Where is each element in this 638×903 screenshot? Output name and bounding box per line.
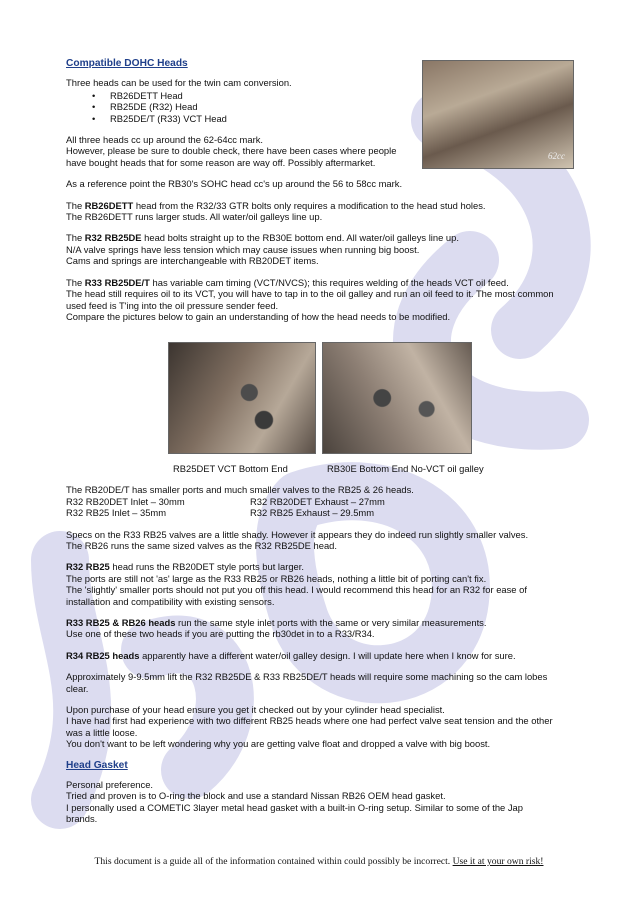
bold-term: R34 RB25 heads (66, 649, 140, 661)
valve-spec: R32 RB20DET Inlet – 30mm (66, 495, 185, 507)
list-item: • RB26DETT Head (110, 90, 556, 101)
text: The (66, 276, 85, 288)
text: head bolts straight up to the RB30E bottom end. All water/oil galleys line up. (141, 232, 459, 244)
footer-text: This document is a guide all of the information contained within could possibly be incorrect. (94, 856, 453, 867)
valve-spec: R32 RB25 Inlet – 35mm (66, 507, 167, 519)
footer-disclaimer: Use it at your own risk! (452, 856, 544, 867)
text: Upon purchase of your head ensure you get it checked out by your cylinder head specialist. (66, 704, 445, 715)
text: The RB20DE/T has smaller ports and much smaller valves to the RB25 & 26 heads. (66, 484, 414, 496)
gasket-paragraph (66, 779, 556, 825)
text: has variable cam timing (VCT/NVCS); this requires welding of the heads VCT oil feed. (149, 276, 509, 288)
cc-line: All three heads cc up around the 62-64cc mark. (66, 134, 263, 146)
text: Tried and proven is to O-ring the block and use a standard Nissan RB26 OEM head gasket. (66, 790, 446, 802)
head-list (66, 90, 556, 124)
text: You don't want to be left wondering why you are getting valve float and dropped a valve with big boost. (66, 738, 491, 750)
text: The RB26 runs the same sized valves as the R32 RB25DE head. (66, 539, 337, 551)
intro-text: Three heads can be used for the twin cam conversion. (66, 77, 292, 89)
text: head runs the RB20DET style ports but larger. (109, 561, 304, 573)
bold-term: R32 RB25DE (84, 232, 142, 244)
r32-rb25-paragraph (66, 561, 556, 607)
specs-paragraph (66, 529, 556, 552)
list-item: • RB25DE (R32) Head (110, 101, 556, 112)
cc-paragraph (66, 134, 556, 168)
text: The head still requires oil to its VCT, you will have to tap in to the oil galley and run an oil feed to it. The most common used feed is T'ing into the oil pressure sender feed. (66, 288, 554, 311)
bold-term: RB26DETT (84, 199, 134, 211)
lift-paragraph: Approximately 9-9.5mm lift the R32 RB25DE & R33 RB25DE/T heads will require some machining so the cam lobes clear. (66, 671, 548, 694)
text: The (66, 232, 85, 244)
text: The (66, 199, 85, 211)
valve-spec: R32 RB25 Exhaust – 29.5mm (250, 507, 375, 519)
text: Cams and springs are interchangeable with RB20DET items. (66, 255, 319, 267)
text: I have had first had experience with two different RB25 heads where one had perfect valve seat tension and the other was a little loose. (66, 715, 553, 738)
rb20-paragraph (66, 484, 556, 518)
photo-engraving: 62cc (548, 150, 565, 161)
document-body (66, 58, 556, 835)
bold-term: R32 RB25 (66, 561, 110, 573)
r33-paragraph (66, 277, 556, 323)
bold-term: R33 RB25 & RB26 heads (66, 616, 176, 628)
r34-paragraph (66, 650, 556, 661)
text: run the same style inlet ports with the same or very similar measurements. (175, 616, 487, 628)
reference-paragraph: As a reference point the RB30's SOHC head cc's up around the 56 to 58cc mark. (66, 178, 403, 190)
list-item: • RB25DE/T (R33) VCT Head (110, 113, 556, 124)
text: I personally used a COMETIC 3layer metal head gasket with a built-in O-ring setup. Similar to some of the Jap brands. (66, 801, 523, 825)
text: The ports are still not 'as' large as the R33 RB25 or RB26 heads, nothing a little bit of porting can't fix. (66, 572, 487, 584)
text: Compare the pictures below to gain an understanding of how the head needs to be modified. (66, 310, 451, 322)
bold-term: R33 RB25DE/T (84, 276, 150, 288)
r32-paragraph (66, 232, 556, 266)
text: head from the R32/33 GTR bolts only requires a modification to the head stud holes. (133, 199, 486, 211)
valve-row (66, 496, 556, 507)
text: apparently have a different water/oil galley design. I will update here when I know for sure. (139, 649, 516, 661)
caption-no-vct: RB30E Bottom End No-VCT oil galley (327, 463, 484, 474)
image-spacer (66, 332, 556, 484)
purchase-paragraph (66, 704, 556, 750)
valve-row (66, 507, 556, 518)
heading-head-gasket: Head Gasket (66, 759, 128, 771)
text: Specs on the R33 RB25 valves are a little shady. However it appears they do indeed run slightly smaller valves. (66, 528, 529, 540)
rb26-paragraph (66, 200, 556, 223)
cc-line: However, please be sure to double check, there have been cases where people (66, 145, 397, 157)
text: Personal preference. (66, 779, 154, 791)
cc-line: have bought heads that for some reason are way off. Possibly aftermarket. (66, 156, 376, 168)
text: N/A valve springs have less tension which may cause issues when running big boost. (66, 243, 420, 255)
valve-spec: R32 RB20DET Exhaust – 27mm (250, 495, 385, 507)
text: The 'slightly' smaller ports should not put you off this head. I would recommend this head for an R32 for ease of installation and compatibility with existing sensors. (66, 584, 527, 607)
r33-rb26-paragraph (66, 617, 556, 640)
text: The RB26DETT runs larger studs. All water/oil galleys line up. (66, 211, 323, 223)
caption-vct: RB25DET VCT Bottom End (173, 463, 288, 474)
heading-compatible-heads: Compatible DOHC Heads (66, 58, 188, 69)
text: Use one of these two heads if you are putting the rb30det in to a R33/R34. (66, 628, 375, 640)
page-footer (0, 856, 638, 867)
